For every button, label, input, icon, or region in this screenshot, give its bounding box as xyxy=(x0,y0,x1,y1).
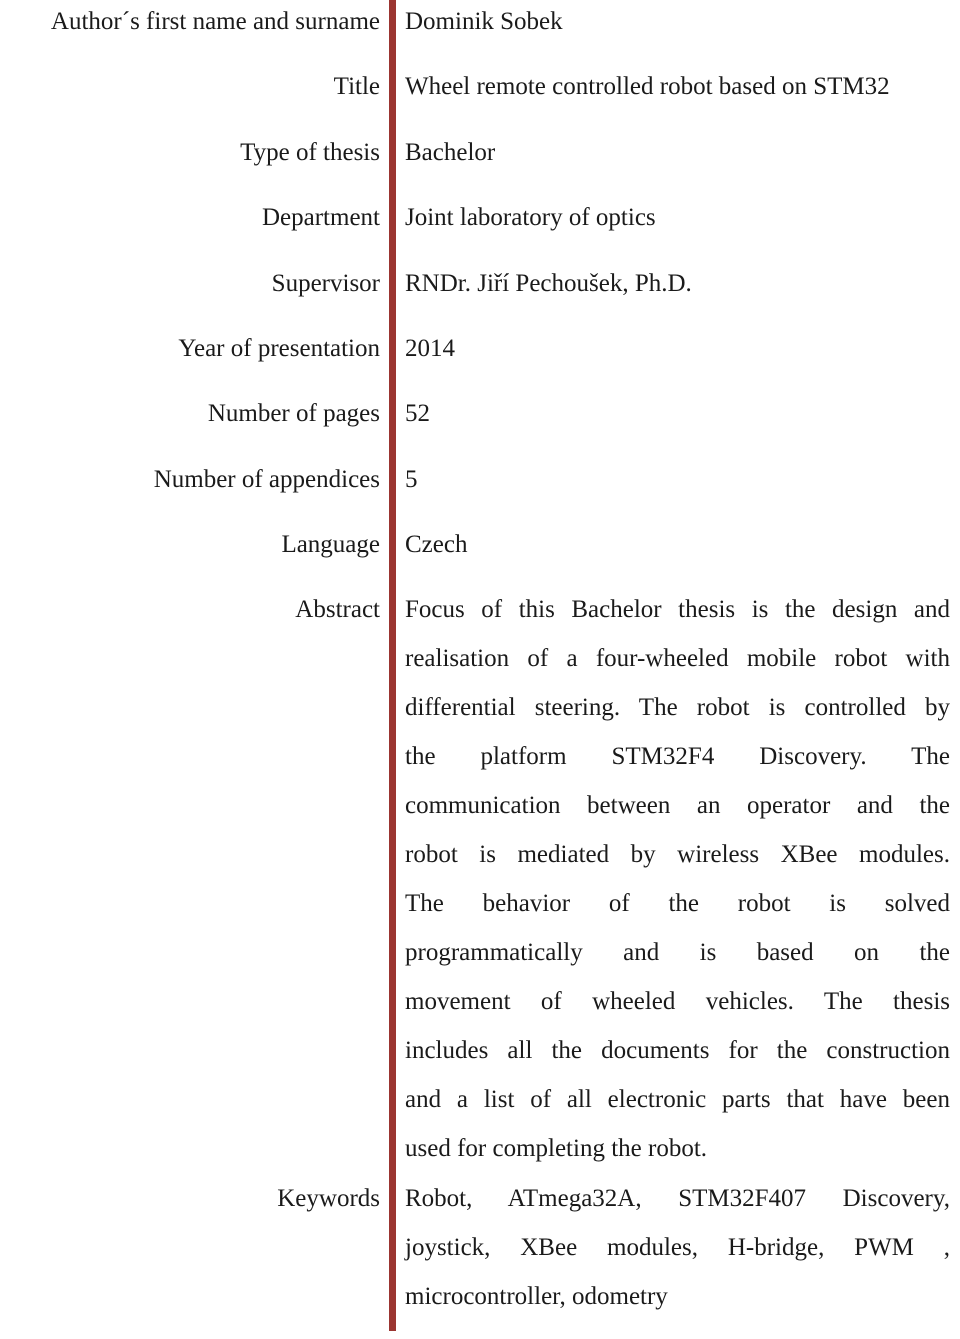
author-label: Author´s first name and surname xyxy=(50,8,380,35)
author-row xyxy=(0,2,960,42)
abstract-line: includes all the documents for the construction xyxy=(405,1037,950,1064)
language-value: Czech xyxy=(405,531,468,558)
type-of-thesis-row xyxy=(0,133,960,173)
language-row xyxy=(0,525,960,565)
appendices-row xyxy=(0,460,960,500)
keywords-line: joystick, XBee modules, H-bridge, PWM , xyxy=(405,1234,950,1261)
year-value: 2014 xyxy=(405,335,455,362)
department-row xyxy=(0,198,960,238)
title-row xyxy=(0,67,960,107)
abstract-line: differential steering. The robot is controlled by xyxy=(405,694,950,721)
abstract-line: The behavior of the robot is solved xyxy=(405,890,950,917)
abstract-line: robot is mediated by wireless XBee modules. xyxy=(405,841,950,868)
type-of-thesis-label: Type of thesis xyxy=(240,139,380,166)
keywords-line: Robot, ATmega32A, STM32F407 Discovery, xyxy=(405,1185,950,1212)
author-value: Dominik Sobek xyxy=(405,8,563,35)
pages-label: Number of pages xyxy=(207,400,380,427)
year-label: Year of presentation xyxy=(178,335,380,362)
year-row xyxy=(0,329,960,369)
appendices-value: 5 xyxy=(405,466,418,493)
keywords-line: microcontroller, odometry xyxy=(405,1283,668,1310)
language-label: Language xyxy=(281,531,380,558)
keywords-label: Keywords xyxy=(277,1185,380,1212)
appendices-label: Number of appendices xyxy=(153,466,380,493)
pages-row xyxy=(0,394,960,434)
keywords-text xyxy=(405,1179,950,1326)
department-label: Department xyxy=(261,204,380,231)
title-value: Wheel remote controlled robot based on STM32 xyxy=(405,73,890,100)
abstract-line: the platform STM32F4 Discovery. The xyxy=(405,743,950,770)
pages-value: 52 xyxy=(405,400,430,427)
abstract-text xyxy=(405,590,950,1178)
abstract-line: communication between an operator and the xyxy=(405,792,950,819)
abstract-line: Focus of this Bachelor thesis is the design and xyxy=(405,596,950,623)
abstract-line: and a list of all electronic parts that have been xyxy=(405,1086,950,1113)
abstract-line: used for completing the robot. xyxy=(405,1135,708,1162)
abstract-line: realisation of a four-wheeled mobile robot with xyxy=(405,645,950,672)
abstract-line: programmatically and is based on the xyxy=(405,939,950,966)
abstract-label: Abstract xyxy=(295,596,380,623)
supervisor-value: RNDr. Jiří Pechoušek, Ph.D. xyxy=(405,270,692,297)
abstract-line: movement of wheeled vehicles. The thesis xyxy=(405,988,950,1015)
title-label: Title xyxy=(333,73,380,100)
supervisor-label: Supervisor xyxy=(271,270,380,297)
supervisor-row xyxy=(0,264,960,304)
department-value: Joint laboratory of optics xyxy=(405,204,656,231)
type-of-thesis-value: Bachelor xyxy=(405,139,496,166)
